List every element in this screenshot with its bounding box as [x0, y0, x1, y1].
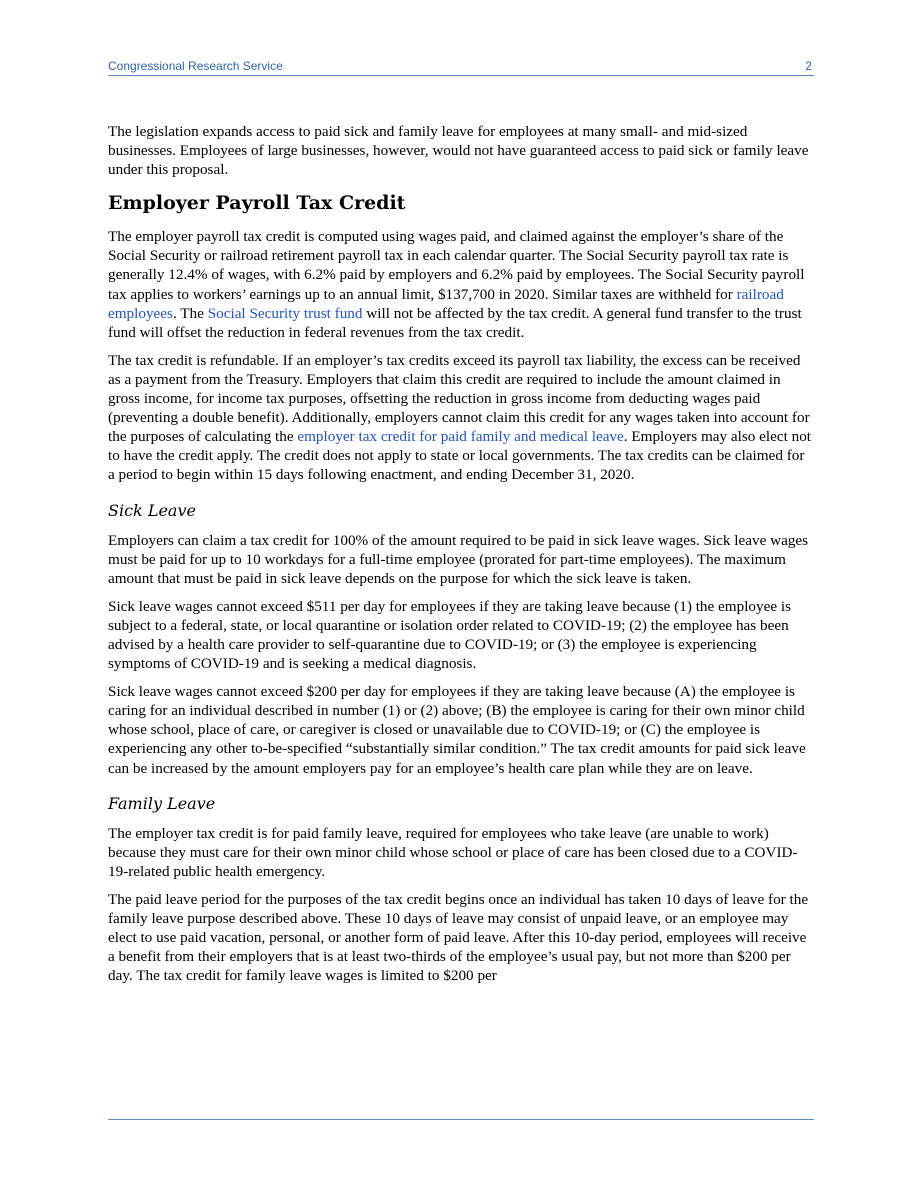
text-run: . The	[172, 304, 208, 322]
section-heading-employer-payroll-tax-credit: Employer Payroll Tax Credit	[108, 192, 406, 215]
page-header	[108, 57, 814, 76]
sick-leave-paragraph-2: Sick leave wages cannot exceed $511 per day for employees if they are taking leave because (1) the employee is subject to a federal, state, or local quarantine or isolation order related to COVID-19; (2) the employee has been advised by a health care provider to self-quarantine due to COVID-19; or (3) the employee is experiencing symptoms of COVID-19 and is seeking a medical diagnosis.	[108, 597, 792, 673]
page-number: 2	[805, 59, 812, 73]
link-social-security-trust-fund[interactable]: Social Security trust fund	[207, 304, 363, 322]
footer-rule	[108, 1119, 814, 1120]
link-employer-tax-credit-paid-family-medical-leave[interactable]: employer tax credit for paid family and medical leave	[297, 428, 624, 446]
sick-leave-paragraph-3: Sick leave wages cannot exceed $200 per day for employees if they are taking leave because (A) the employee is caring for an individual described in number (1) or (2) above; (B) the employee is caring for their own minor child whose school, place of care, or caregiver is closed or unavailable due to COVID-19; or (C) the employee is experiencing any other to-be-specified “substantially similar condition.” The tax credit amounts for paid sick leave can be increased by the amount employers pay for an employee’s health care plan while they are on leave.	[108, 683, 806, 777]
employer-credit-paragraph-2	[108, 351, 812, 485]
employer-credit-paragraph-1	[108, 227, 812, 342]
header-organization: Congressional Research Service	[108, 59, 283, 73]
subheading-sick-leave: Sick Leave	[108, 500, 196, 520]
sick-leave-paragraph-1: Employers can claim a tax credit for 100% of the amount required to be paid in sick leave wages. Sick leave wages must be paid for up to 10 workdays for a full-time employee (prorated for part-time employees). The maximum amount that must be paid in sick leave depends on the purpose for which the sick leave is taken.	[108, 531, 809, 587]
family-leave-paragraph-2: The paid leave period for the purposes of the tax credit begins once an individual has taken 10 days of leave for the family leave purpose described above. These 10 days of leave may consist of unpaid leave, or an employee may elect to use paid vacation, personal, or another form of paid leave. After this 10-day period, employees will receive a benefit from their employers that is at least two-thirds of the employee’s usual pay, but not more than $200 per day. The tax credit for family leave wages is limited to $200 per	[108, 890, 809, 985]
family-leave-paragraph-1: The employer tax credit is for paid family leave, required for employees who take leave (are unable to work) because they must care for their own minor child whose school or place of care has been closed due to a COVID-19-related public health emergency.	[108, 824, 798, 880]
text-run: The tax credit is refundable. If an employer’s tax credits exceed its payroll tax liability, the excess can be received as a payment from the Treasury. Employers that claim this credit are required to include the amount claimed in gross income, for income tax purposes, offsetting the reduction in gross income from deducting wages paid (preventing a double benefit). Additionally, employers cannot claim this credit for any wages taken into account for the purposes of calculating the	[108, 351, 810, 446]
text-run: The employer payroll tax credit is computed using wages paid, and claimed against the employer’s share of the Social Security or railroad retirement payroll tax in each calendar quarter. The Social Security payroll tax rate is generally 12.4% of wages, with 6.2% paid by employers and 6.2% paid by employees. The Social Security payroll tax applies to workers’ earnings up to an annual limit, $137,700 in 2020. Similar taxes are withheld for	[108, 228, 805, 303]
link-railroad-employees[interactable]: railroad employees	[108, 285, 784, 322]
text-run: will not be affected by the tax credit. A general fund transfer to the trust fund will offset the reduction in federal revenues from the tax credit.	[108, 304, 802, 341]
document-body	[108, 122, 812, 994]
text-run: . Employers may also elect not to have the credit apply. The credit does not apply to state or local governments. The tax credits can be claimed for a period to begin within 15 days following enactment, and ending December 31, 2020.	[108, 428, 812, 484]
intro-paragraph: The legislation expands access to paid sick and family leave for employees at many small- and mid-sized businesses. Employees of large businesses, however, would not have guaranteed access to paid sick or family leave under this proposal.	[108, 123, 809, 179]
subheading-family-leave: Family Leave	[108, 793, 216, 813]
